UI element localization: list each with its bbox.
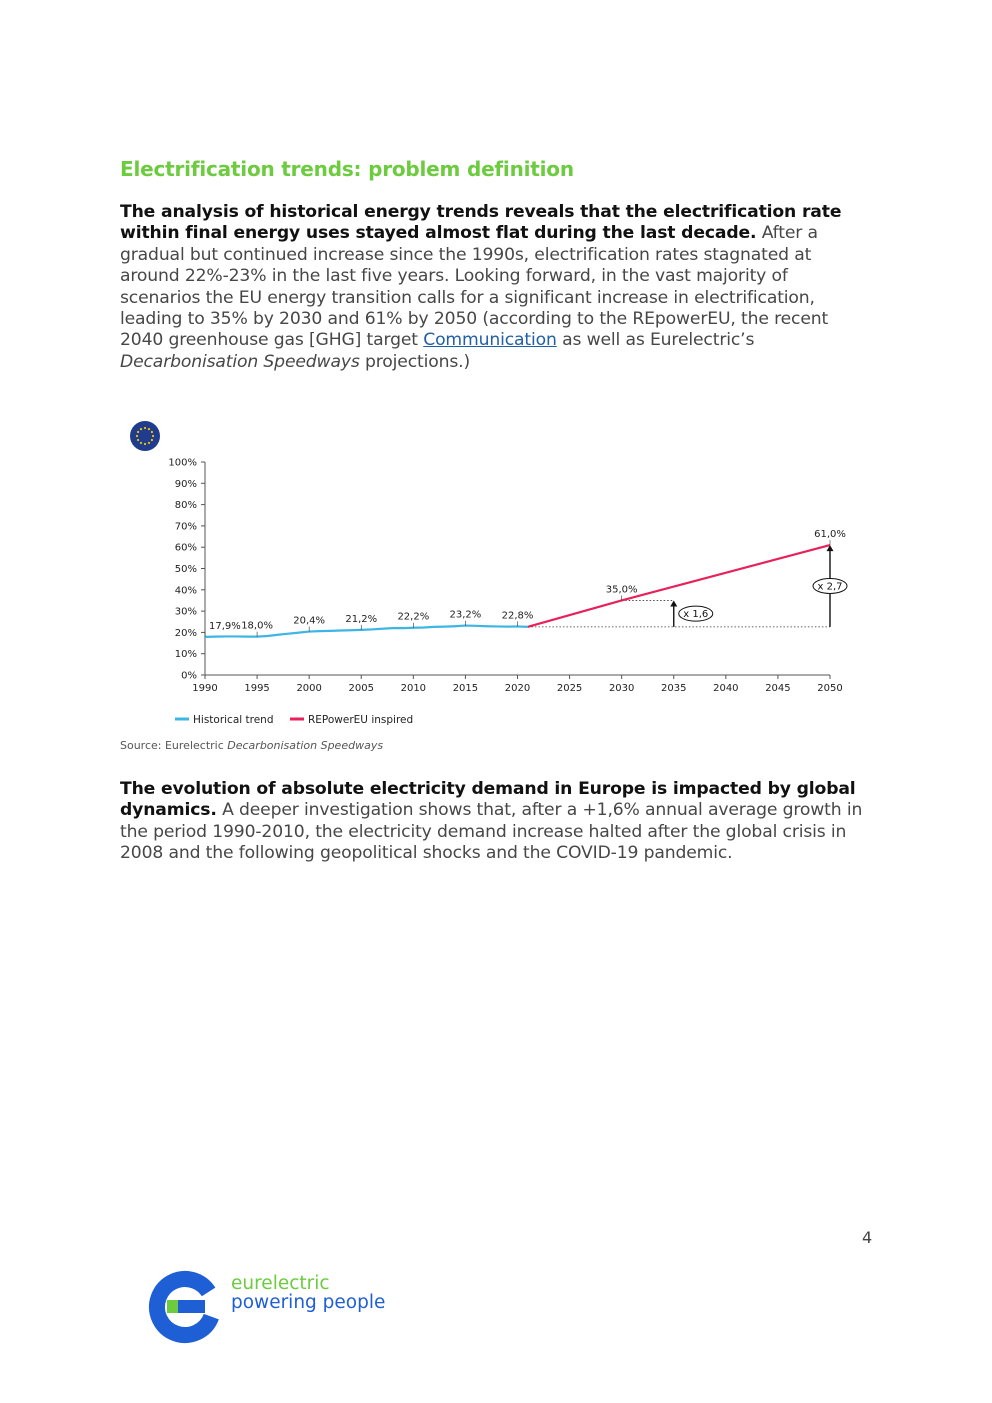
- logo-line-1: eurelectric: [231, 1273, 330, 1294]
- eu-star: [140, 442, 142, 444]
- data-label: 35,0%: [605, 584, 638, 596]
- paragraph-text: After a gradual but continued increase since the 1990s, electrification rates stagnated at around 22%-23% in the last five years. Looking forward, in the vast majority of scenarios the EU energy transition calls for a significant increase in electrification, leading to 35% by 2030 and 61% by 2050 (according to the REpowerEU, the recent 2040 greenhouse gas [GHG] target: [120, 223, 829, 351]
- x-tick-label: 2000: [296, 683, 322, 694]
- paragraph-lead: The analysis of historical energy trends reveals that the electrification rate within final energy uses stayed almost flat during the last decade.: [120, 202, 842, 244]
- paragraph-text-3: projections.): [359, 351, 470, 372]
- growth-bubble-label: x 2,7: [817, 581, 843, 593]
- eurelectric-logo-icon: [145, 1267, 225, 1347]
- x-tick-label: 2005: [348, 683, 374, 694]
- x-tick-label: 2045: [765, 683, 791, 694]
- data-label: 18,0%: [241, 620, 273, 632]
- eu-star: [144, 443, 146, 445]
- data-label: 61,0%: [814, 529, 846, 541]
- growth-bubble-label: x 1,6: [683, 609, 709, 621]
- x-tick-label: 1990: [192, 683, 218, 694]
- y-tick-label: 20%: [174, 627, 197, 639]
- y-tick-label: 50%: [174, 564, 197, 575]
- x-tick-label: 2015: [452, 683, 479, 694]
- x-tick-label: 1995: [244, 683, 270, 694]
- source-prefix: Source: Eurelectric: [120, 739, 228, 752]
- eu-star: [136, 435, 138, 437]
- y-tick-label: 90%: [174, 478, 197, 490]
- y-tick-label: 60%: [174, 542, 197, 554]
- paragraph-demand-text: A deeper investigation shows that, after a +1,6% annual average growth in the period 1990-2010, the electricity demand increase halted after the global crisis in 2008 and the following geopolitical shocks and the COVID-19 pandemic.: [120, 800, 863, 864]
- legend-label: REPowerEU inspired: [308, 714, 414, 726]
- eu-star: [137, 439, 139, 441]
- eu-star: [148, 428, 150, 430]
- eu-star: [144, 427, 146, 429]
- x-tick-label: 2050: [817, 683, 843, 694]
- chart-source: [120, 739, 383, 752]
- growth-arrow-head: [670, 600, 677, 606]
- source-italic: Decarbonisation Speedways: [227, 739, 384, 752]
- logo-line-2: powering people: [231, 1292, 386, 1313]
- eu-star: [140, 428, 142, 430]
- y-tick-label: 10%: [174, 649, 197, 661]
- y-tick-label: 80%: [174, 500, 197, 512]
- x-tick-label: 2035: [661, 683, 687, 694]
- data-label: 21,2%: [345, 613, 378, 625]
- data-label: 22,8%: [501, 610, 534, 622]
- paragraph-electrification: [120, 202, 872, 373]
- paragraph-demand: [120, 779, 872, 865]
- eu-star: [148, 442, 150, 444]
- logo-wordmark: [231, 1274, 385, 1312]
- eu-star: [151, 431, 153, 433]
- speedways-italic: Decarbonisation Speedways: [120, 351, 360, 372]
- eu-flag-icon: [130, 421, 160, 451]
- electrification-chart: [120, 412, 860, 732]
- page-number: 4: [862, 1228, 873, 1247]
- x-tick-label: 2030: [608, 683, 635, 694]
- y-tick-label: 40%: [174, 585, 197, 597]
- eu-star: [152, 435, 154, 437]
- legend-label: Historical trend: [193, 714, 274, 726]
- eu-star: [137, 431, 139, 433]
- x-tick-label: 2010: [400, 683, 427, 694]
- x-tick-label: 2020: [504, 683, 531, 694]
- data-label: 22,2%: [397, 611, 430, 623]
- eu-star: [151, 439, 153, 441]
- communication-link[interactable]: Communication: [423, 330, 557, 351]
- data-label: 17,9%: [209, 620, 241, 632]
- paragraph-text-2: as well as Eurelectric’s: [556, 330, 755, 351]
- x-tick-label: 2025: [556, 683, 583, 694]
- y-tick-label: 30%: [174, 606, 197, 618]
- paragraph-demand-lead: The evolution of absolute electricity demand in Europe is impacted by global dynamics.: [120, 779, 856, 821]
- x-tick-label: 2040: [713, 683, 739, 694]
- data-label: 20,4%: [293, 615, 326, 627]
- y-tick-label: 100%: [168, 457, 197, 469]
- y-tick-label: 70%: [174, 521, 197, 533]
- section-heading: Electrification trends: problem definition: [120, 157, 574, 181]
- data-label: 23,2%: [449, 609, 482, 621]
- y-tick-label: 0%: [181, 670, 197, 682]
